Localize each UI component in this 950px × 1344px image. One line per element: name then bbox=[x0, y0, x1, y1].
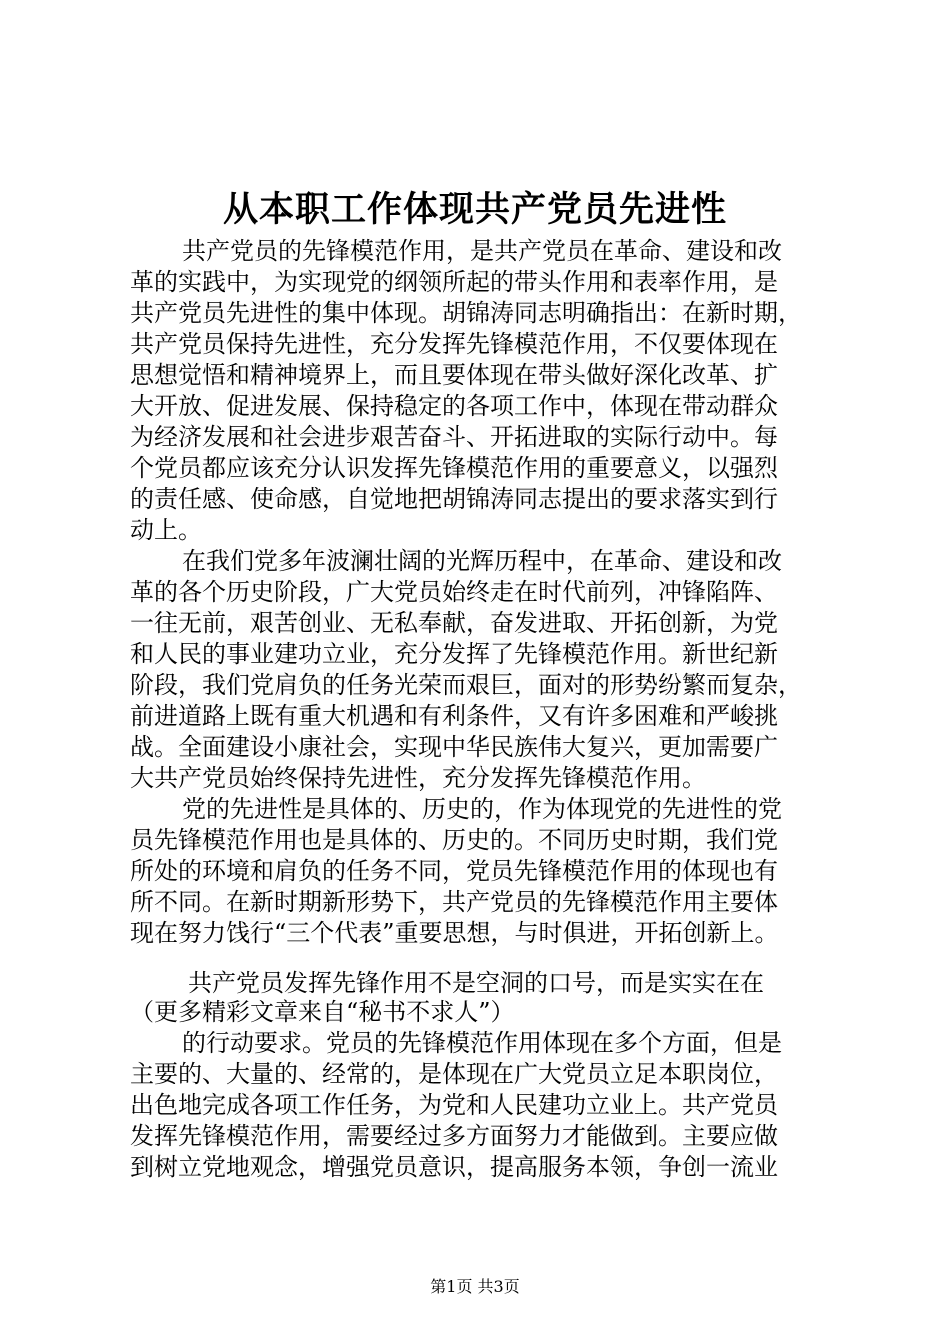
text-line: 在我们党多年波澜壮阔的光辉历程中，在革命、建设和改 bbox=[182, 547, 782, 575]
text-line: 前进道路上既有重大机遇和有利条件，又有许多困难和严峻挑 bbox=[130, 702, 778, 730]
text-line: 所不同。在新时期新形势下，共产党员的先锋模范作用主要体 bbox=[130, 888, 778, 916]
text-line: 阶段，我们党肩负的任务光荣而艰巨，面对的形势纷繁而复杂， bbox=[130, 671, 802, 699]
text-line: 共产党员先进性的集中体现。胡锦涛同志明确指出：在新时期， bbox=[130, 299, 802, 327]
text-line: 员先锋模范作用也是具体的、历史的。不同历史时期，我们党 bbox=[130, 826, 778, 854]
text-line: 出色地完成各项工作任务，为党和人民建功立业上。共产党员 bbox=[130, 1091, 778, 1119]
document-title: 从本职工作体现共产党员先进性 bbox=[222, 189, 727, 230]
text-line: 和人民的事业建功立业，充分发挥了先锋模范作用。新世纪新 bbox=[130, 640, 778, 668]
text-line: 所处的环境和肩负的任务不同，党员先锋模范作用的体现也有 bbox=[130, 857, 778, 885]
text-line: 动上。 bbox=[130, 516, 202, 544]
text-line: 为经济发展和社会进步艰苦奋斗、开拓进取的实际行动中。每 bbox=[130, 423, 778, 451]
text-line: 思想觉悟和精神境界上，而且要体现在带头做好深化改革、扩 bbox=[130, 361, 778, 389]
text-line: 发挥先锋模范作用，需要经过多方面努力才能做到。主要应做 bbox=[130, 1122, 778, 1150]
text-line: 革的各个历史阶段，广大党员始终走在时代前列，冲锋陷阵、 bbox=[130, 578, 778, 606]
text-line: 党的先进性是具体的、历史的，作为体现党的先进性的党 bbox=[182, 795, 782, 823]
text-line: 大共产党员始终保持先进性，充分发挥先锋模范作用。 bbox=[130, 764, 706, 792]
text-line: 共产党员发挥先锋作用不是空洞的口号，而是实实在在 bbox=[188, 969, 764, 997]
text-line: 共产党员保持先进性，充分发挥先锋模范作用，不仅要体现在 bbox=[130, 330, 778, 358]
text-line: 主要的、大量的、经常的，是体现在广大党员立足本职岗位， bbox=[130, 1060, 778, 1088]
text-line: 大开放、促进发展、保持稳定的各项工作中，体现在带动群众 bbox=[130, 392, 778, 420]
text-line: 战。全面建设小康社会，实现中华民族伟大复兴，更加需要广 bbox=[130, 733, 778, 761]
text-line: （更多精彩文章来自“秘书不求人”） bbox=[130, 998, 515, 1026]
text-line: 现在努力饯行“三个代表”重要思想，与时俱进，开拓创新上。 bbox=[130, 919, 779, 947]
text-line: 一往无前，艰苦创业、无私奉献，奋发进取、开拓创新，为党 bbox=[130, 609, 778, 637]
page-footer: 第1页 共3页 bbox=[430, 1277, 520, 1296]
text-line: 共产党员的先锋模范作用，是共产党员在革命、建设和改 bbox=[182, 237, 782, 265]
text-line: 的行动要求。党员的先锋模范作用体现在多个方面，但是 bbox=[182, 1029, 782, 1057]
text-line: 革的实践中，为实现党的纲领所起的带头作用和表率作用，是 bbox=[130, 268, 778, 296]
text-line: 到树立党地观念，增强党员意识，提高服务本领，争创一流业 bbox=[130, 1153, 778, 1181]
text-line: 的责任感、使命感，自觉地把胡锦涛同志提出的要求落实到行 bbox=[130, 485, 778, 513]
text-line: 个党员都应该充分认识发挥先锋模范作用的重要意义，以强烈 bbox=[130, 454, 778, 482]
